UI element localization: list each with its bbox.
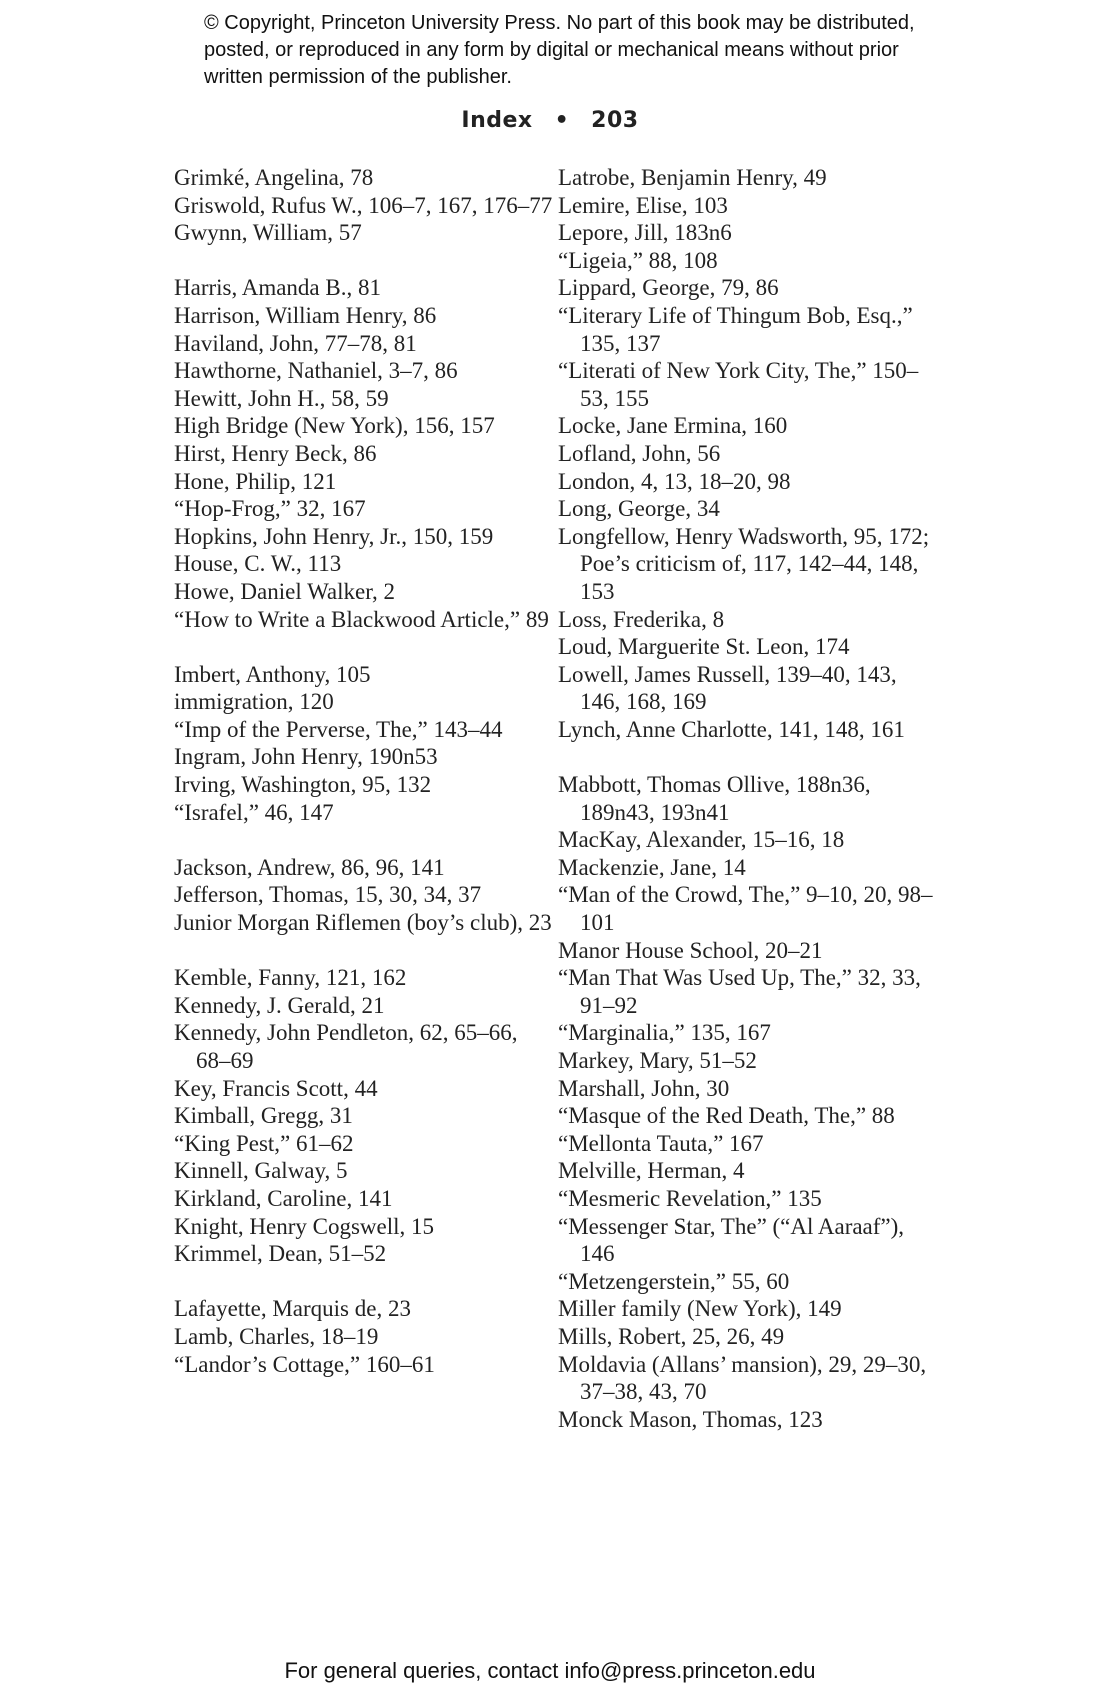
index-entry: Grimké, Angelina, 78 [174, 165, 374, 190]
index-entry: Hirst, Henry Beck, 86 [174, 440, 377, 466]
index-entry: Mabbott, Thomas Ollive, 188n36, 189n43, 193n41 [558, 772, 871, 825]
letter-gap [174, 633, 554, 661]
index-entry: immigration, 120 [174, 689, 334, 715]
index-entry: Hone, Philip, 121 [174, 468, 337, 494]
index-entry: Hewitt, John H., 58, 59 [174, 385, 389, 411]
index-entry: Lamb, Charles, 18–19 [174, 1323, 379, 1349]
index-entry: “Literati of New York City, The,” 150–53, 155 [558, 358, 919, 411]
index-entry: “Mesmeric Revelation,” 135 [558, 1185, 822, 1211]
index-entry: “Imp of the Perverse, The,” 143–44 [174, 716, 503, 742]
index-entry: Kennedy, J. Gerald, 21 [174, 992, 385, 1018]
copyright-notice: © Copyright, Princeton University Press. No part of this book may be distributed, posted, or reproduced in any form by digital or mechanical means without prior written permission of the publisher. [204, 12, 915, 88]
index-entry: Moldavia (Allans’ mansion), 29, 29–30, 37–38, 43, 70 [558, 1351, 927, 1405]
index-entry: Lofland, John, 56 [558, 440, 721, 466]
index-entry: Lowell, James Russell, 139–40, 143, 146, 168, 169 [558, 661, 897, 715]
index-entry: Miller family (New York), 149 [558, 1296, 842, 1322]
index-entry: “How to Write a Blackwood Article,” 89 [174, 606, 549, 632]
index-entry: Junior Morgan Riflemen (boy’s club), 23 [174, 910, 552, 936]
index-entry: “Hop-Frog,” 32, 167 [174, 496, 366, 522]
index-entry: Melville, Herman, 4 [558, 1158, 745, 1184]
index-column-right [558, 164, 938, 1433]
index-entry: Knight, Henry Cogswell, 15 [174, 1213, 435, 1239]
index-entry: “Mellonta Tauta,” 167 [558, 1130, 764, 1156]
index-entry: Gwynn, William, 57 [174, 220, 362, 246]
index-entry: Lemire, Elise, 103 [558, 192, 728, 218]
index-entry: Longfellow, Henry Wadsworth, 95, 172; Poe’s criticism of, 117, 142–44, 148, 153 [558, 523, 930, 604]
index-entry: Kemble, Fanny, 121, 162 [174, 965, 407, 991]
index-entry: Griswold, Rufus W., 106–7, 167, 176–77 [174, 192, 553, 218]
letter-gap [174, 826, 554, 854]
index-entry: “Man That Was Used Up, The,” 32, 33, 91–92 [558, 965, 921, 1018]
index-entry: “Literary Life of Thingum Bob, Esq.,” 135, 137 [558, 302, 913, 356]
letter-gap [558, 743, 938, 771]
index-entry: “Ligeia,” 88, 108 [558, 247, 718, 273]
index-entry: “Man of the Crowd, The,” 9–10, 20, 98–101 [558, 882, 933, 936]
index-entry: MacKay, Alexander, 15–16, 18 [558, 827, 845, 853]
index-entry: Marshall, John, 30 [558, 1075, 730, 1101]
index-entry: Long, George, 34 [558, 496, 720, 522]
index-entry: Harris, Amanda B., 81 [174, 275, 381, 301]
index-entry: Irving, Washington, 95, 132 [174, 772, 432, 798]
index-entry: Mackenzie, Jane, 14 [558, 854, 746, 880]
index-entry: Monck Mason, Thomas, 123 [558, 1406, 823, 1432]
index-entry: Imbert, Anthony, 105 [174, 661, 371, 687]
index-entry: Jackson, Andrew, 86, 96, 141 [174, 854, 445, 880]
index-entry: Jefferson, Thomas, 15, 30, 34, 37 [174, 882, 482, 908]
index-entry: Locke, Jane Ermina, 160 [558, 413, 788, 439]
index-entry: “Marginalia,” 135, 167 [558, 1020, 771, 1046]
index-entry: Latrobe, Benjamin Henry, 49 [558, 165, 827, 190]
index-entry: Key, Francis Scott, 44 [174, 1075, 378, 1101]
running-head [0, 108, 1100, 133]
index-entry: House, C. W., 113 [174, 551, 342, 577]
index-entry: Howe, Daniel Walker, 2 [174, 578, 395, 604]
index-entry: Kinnell, Galway, 5 [174, 1158, 348, 1184]
index-entry: Hopkins, John Henry, Jr., 150, 159 [174, 523, 494, 549]
index-entry: “Israfel,” 46, 147 [174, 799, 334, 825]
header-separator: • [554, 108, 570, 133]
index-column-left [174, 164, 554, 1378]
index-entry: Loud, Marguerite St. Leon, 174 [558, 634, 850, 660]
index-entry: “Masque of the Red Death, The,” 88 [558, 1103, 895, 1129]
letter-gap [174, 937, 554, 965]
index-entry: Lippard, George, 79, 86 [558, 275, 779, 301]
letter-gap [174, 1268, 554, 1296]
index-entry: Krimmel, Dean, 51–52 [174, 1241, 387, 1267]
index-entry: Markey, Mary, 51–52 [558, 1048, 757, 1073]
index-entry: Lepore, Jill, 183n6 [558, 220, 732, 246]
letter-gap [174, 247, 554, 275]
index-entry: High Bridge (New York), 156, 157 [174, 413, 495, 439]
index-entry: Kirkland, Caroline, 141 [174, 1185, 393, 1211]
index-entry: London, 4, 13, 18–20, 98 [558, 468, 791, 494]
index-entry: Mills, Robert, 25, 26, 49 [558, 1323, 785, 1349]
section-title: Index [461, 108, 533, 133]
index-entry: Manor House School, 20–21 [558, 937, 823, 963]
footer-contact: For general queries, contact info@press.princeton.edu [284, 1658, 816, 1683]
index-entry: Ingram, John Henry, 190n53 [174, 744, 438, 770]
index-entry: Harrison, William Henry, 86 [174, 302, 437, 328]
index-entry: “Metzengerstein,” 55, 60 [558, 1268, 790, 1294]
index-entry: Haviland, John, 77–78, 81 [174, 330, 417, 356]
index-entry: Lynch, Anne Charlotte, 141, 148, 161 [558, 716, 905, 742]
index-entry: Loss, Frederika, 8 [558, 606, 725, 632]
index-entry: “King Pest,” 61–62 [174, 1130, 354, 1156]
page-number: 203 [591, 108, 639, 133]
index-entry: Hawthorne, Nathaniel, 3–7, 86 [174, 358, 458, 384]
index-entry: Kimball, Gregg, 31 [174, 1103, 353, 1129]
index-entry: “Landor’s Cottage,” 160–61 [174, 1351, 435, 1377]
index-entry: “Messenger Star, The” (“Al Aaraaf”), 146 [558, 1213, 905, 1267]
index-entry: Lafayette, Marquis de, 23 [174, 1296, 411, 1322]
index-entry: Kennedy, John Pendleton, 62, 65–66, 68–69 [174, 1020, 518, 1073]
